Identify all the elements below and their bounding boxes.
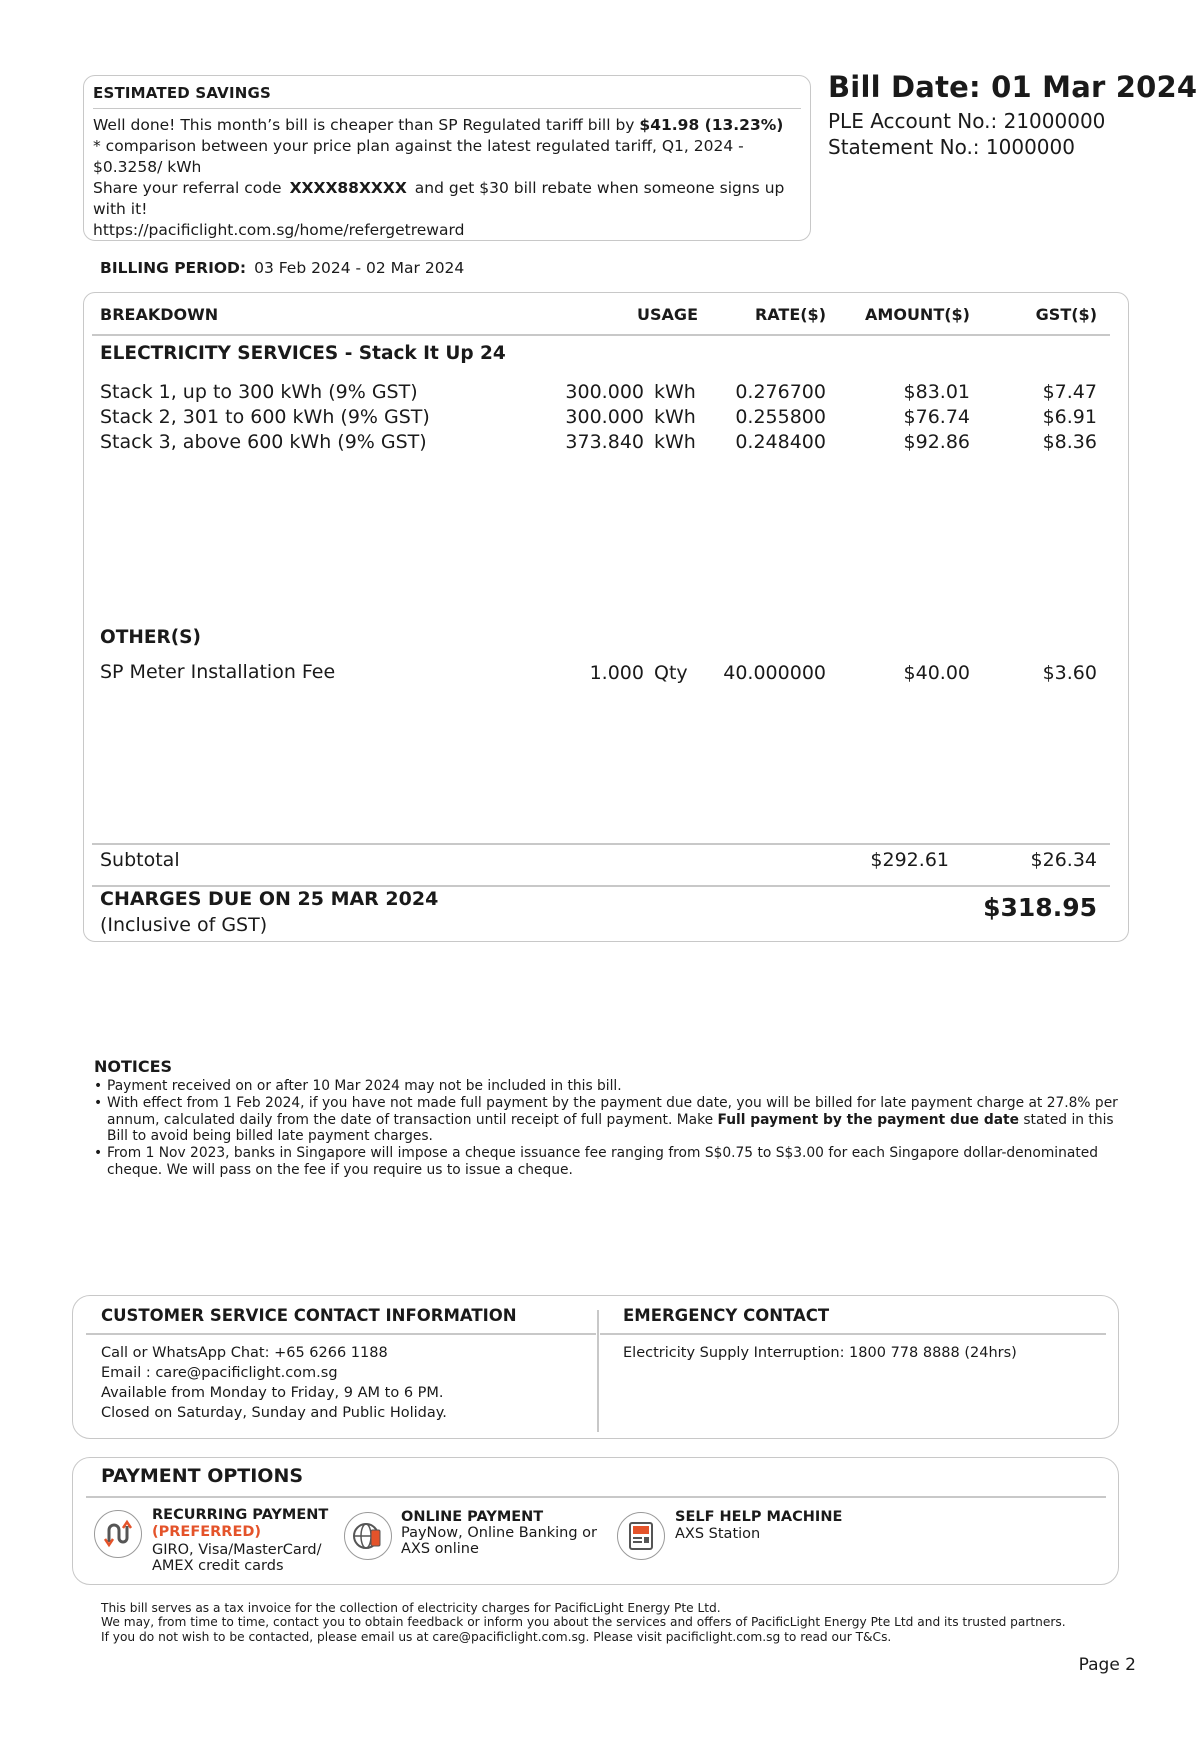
footer-text <box>101 1601 1066 1644</box>
emergency-phone[interactable]: Electricity Supply Interruption: 1800 778 8888 (24hrs) <box>623 1345 1017 1361</box>
charges-due-label: CHARGES DUE ON 25 MAR 2024 <box>100 888 439 910</box>
billing-period-value: 03 Feb 2024 - 02 Mar 2024 <box>254 259 465 277</box>
cs-email[interactable]: Email : care@pacificlight.com.sg <box>101 1365 338 1381</box>
referral-url[interactable]: https://pacificlight.com.sg/home/refergetreward <box>93 221 465 239</box>
page-number: Page 2 <box>1078 1655 1136 1675</box>
row-gst: $3.60 <box>1042 662 1097 684</box>
col-rate: RATE($) <box>754 305 826 324</box>
row-amount: $83.01 <box>903 381 970 403</box>
others-section-title: OTHER(S) <box>100 627 201 648</box>
cs-phone[interactable]: Call or WhatsApp Chat: +65 6266 1188 <box>101 1345 388 1361</box>
subtotal-gst: $26.34 <box>1030 849 1097 871</box>
estimated-savings-box <box>83 75 811 241</box>
row-unit: kWh <box>654 381 696 403</box>
billing-period: BILLING PERIOD: 03 Feb 2024 - 02 Mar 2024 <box>100 259 465 277</box>
row-desc: Stack 3, above 600 kWh (9% GST) <box>100 431 427 453</box>
notices-list <box>94 1078 1124 1179</box>
customer-service-details <box>101 1343 447 1423</box>
header-divider <box>92 334 1110 336</box>
row-qty: 373.840 <box>565 431 644 453</box>
cs-closed: Closed on Saturday, Sunday and Public Holiday. <box>101 1405 447 1421</box>
due-divider <box>92 885 1110 887</box>
recurring-icon <box>94 1510 142 1558</box>
row-gst: $6.91 <box>1042 406 1097 428</box>
savings-amount: $41.98 (13.23%) <box>639 116 784 134</box>
recurring-payment-title: RECURRING PAYMENT <box>152 1507 329 1523</box>
self-help-machine-location: AXS Station <box>675 1526 761 1542</box>
preferred-badge: (PREFERRED) <box>152 1524 262 1540</box>
row-qty: 300.000 <box>565 406 644 428</box>
row-unit: kWh <box>654 431 696 453</box>
self-help-machine-title: SELF HELP MACHINE <box>675 1509 843 1525</box>
savings-title: ESTIMATED SAVINGS <box>93 84 801 109</box>
row-gst: $8.36 <box>1042 431 1097 453</box>
row-qty: 300.000 <box>565 381 644 403</box>
footer-line: We may, from time to time, contact you to obtain feedback or inform you about the services and offers of PacificLight Energy Pte Ltd and its trusted partners. <box>101 1615 1066 1630</box>
bill-date: Bill Date: 01 Mar 2024 <box>828 70 1198 104</box>
row-gst: $7.47 <box>1042 381 1097 403</box>
row-rate: 0.276700 <box>735 381 826 403</box>
emergency-contact-title: EMERGENCY CONTACT <box>623 1306 830 1325</box>
row-qty: 1.000 <box>589 662 644 684</box>
electricity-section-title: ELECTRICITY SERVICES - Stack It Up 24 <box>100 343 506 364</box>
savings-line: Well done! This month’s bill is cheaper than SP Regulated tariff bill by $41.98 (13.23%) <box>93 116 784 134</box>
subtotal-label: Subtotal <box>100 849 180 871</box>
referral-line: Share your referral code XXXX88XXXX and get $30 bill rebate when someone signs up with it! <box>93 179 785 218</box>
online-payment-icon <box>344 1512 392 1560</box>
row-desc: Stack 2, 301 to 600 kWh (9% GST) <box>100 406 430 428</box>
subtotal-divider <box>92 843 1110 845</box>
contact-divider <box>86 1333 596 1335</box>
notice-item: • From 1 Nov 2023, banks in Singapore will impose a cheque issuance fee ranging from S$0.75 to S$3.00 for each Singapore dollar-denominated cheque. We will pass on the fee if you require us to issue a cheque. <box>94 1145 1124 1179</box>
row-unit: Qty <box>654 662 688 684</box>
footer-line: If you do not wish to be contacted, please email us at care@pacificlight.com.sg. Please visit pacificlight.com.sg to read our T&Cs. <box>101 1629 892 1644</box>
account-number: PLE Account No.: 21000000 <box>828 109 1106 133</box>
row-rate: 0.248400 <box>735 431 826 453</box>
notice-item: • Payment received on or after 10 Mar 2024 may not be included in this bill. <box>94 1078 1124 1095</box>
total-amount-due: $318.95 <box>983 893 1097 922</box>
contact-divider <box>600 1333 1106 1335</box>
account-info <box>828 108 1105 160</box>
row-amount: $92.86 <box>903 431 970 453</box>
row-amount: $40.00 <box>903 662 970 684</box>
row-unit: kWh <box>654 406 696 428</box>
online-payment-title: ONLINE PAYMENT <box>401 1509 544 1525</box>
cs-hours: Available from Monday to Friday, 9 AM to 6 PM. <box>101 1385 444 1401</box>
kiosk-icon <box>617 1512 665 1560</box>
col-usage: USAGE <box>637 305 698 324</box>
online-payment-methods: PayNow, Online Banking or AXS online <box>401 1525 598 1557</box>
notices-title: NOTICES <box>94 1057 173 1076</box>
col-gst: GST($) <box>1035 305 1097 324</box>
notice-item: • With effect from 1 Feb 2024, if you have not made full payment by the payment due date, you will be billed for late payment charge at 27.8% per annum, calculated daily from the date of transaction until receipt of full payment. Make Full payment by the payment due date stated in this Bill to avoid being billed late payment charges. <box>94 1095 1124 1145</box>
footer-line: This bill serves as a tax invoice for the collection of electricity charges for PacificLight Energy Pte Ltd. <box>101 1601 721 1615</box>
customer-service-title: CUSTOMER SERVICE CONTACT INFORMATION <box>101 1306 517 1325</box>
row-amount: $76.74 <box>903 406 970 428</box>
payment-divider <box>86 1496 1106 1498</box>
savings-comparison-note: * comparison between your price plan against the latest regulated tariff, Q1, 2024 - $0.3258/ kWh <box>93 137 744 176</box>
row-desc: SP Meter Installation Fee <box>100 661 336 683</box>
col-amount: AMOUNT($) <box>865 305 970 324</box>
subtotal-amount: $292.61 <box>870 849 949 871</box>
row-rate: 40.000000 <box>723 662 826 684</box>
referral-code: XXXX88XXXX <box>289 179 407 197</box>
payment-options-title: PAYMENT OPTIONS <box>101 1465 304 1487</box>
recurring-payment-methods: GIRO, Visa/MasterCard/ AMEX credit cards <box>152 1542 322 1574</box>
charges-due-note: (Inclusive of GST) <box>100 914 268 936</box>
row-desc: Stack 1, up to 300 kWh (9% GST) <box>100 381 418 403</box>
row-rate: 0.255800 <box>735 406 826 428</box>
col-breakdown: BREAKDOWN <box>100 305 219 324</box>
contact-column-divider <box>597 1310 599 1432</box>
statement-number: Statement No.: 1000000 <box>828 135 1075 159</box>
